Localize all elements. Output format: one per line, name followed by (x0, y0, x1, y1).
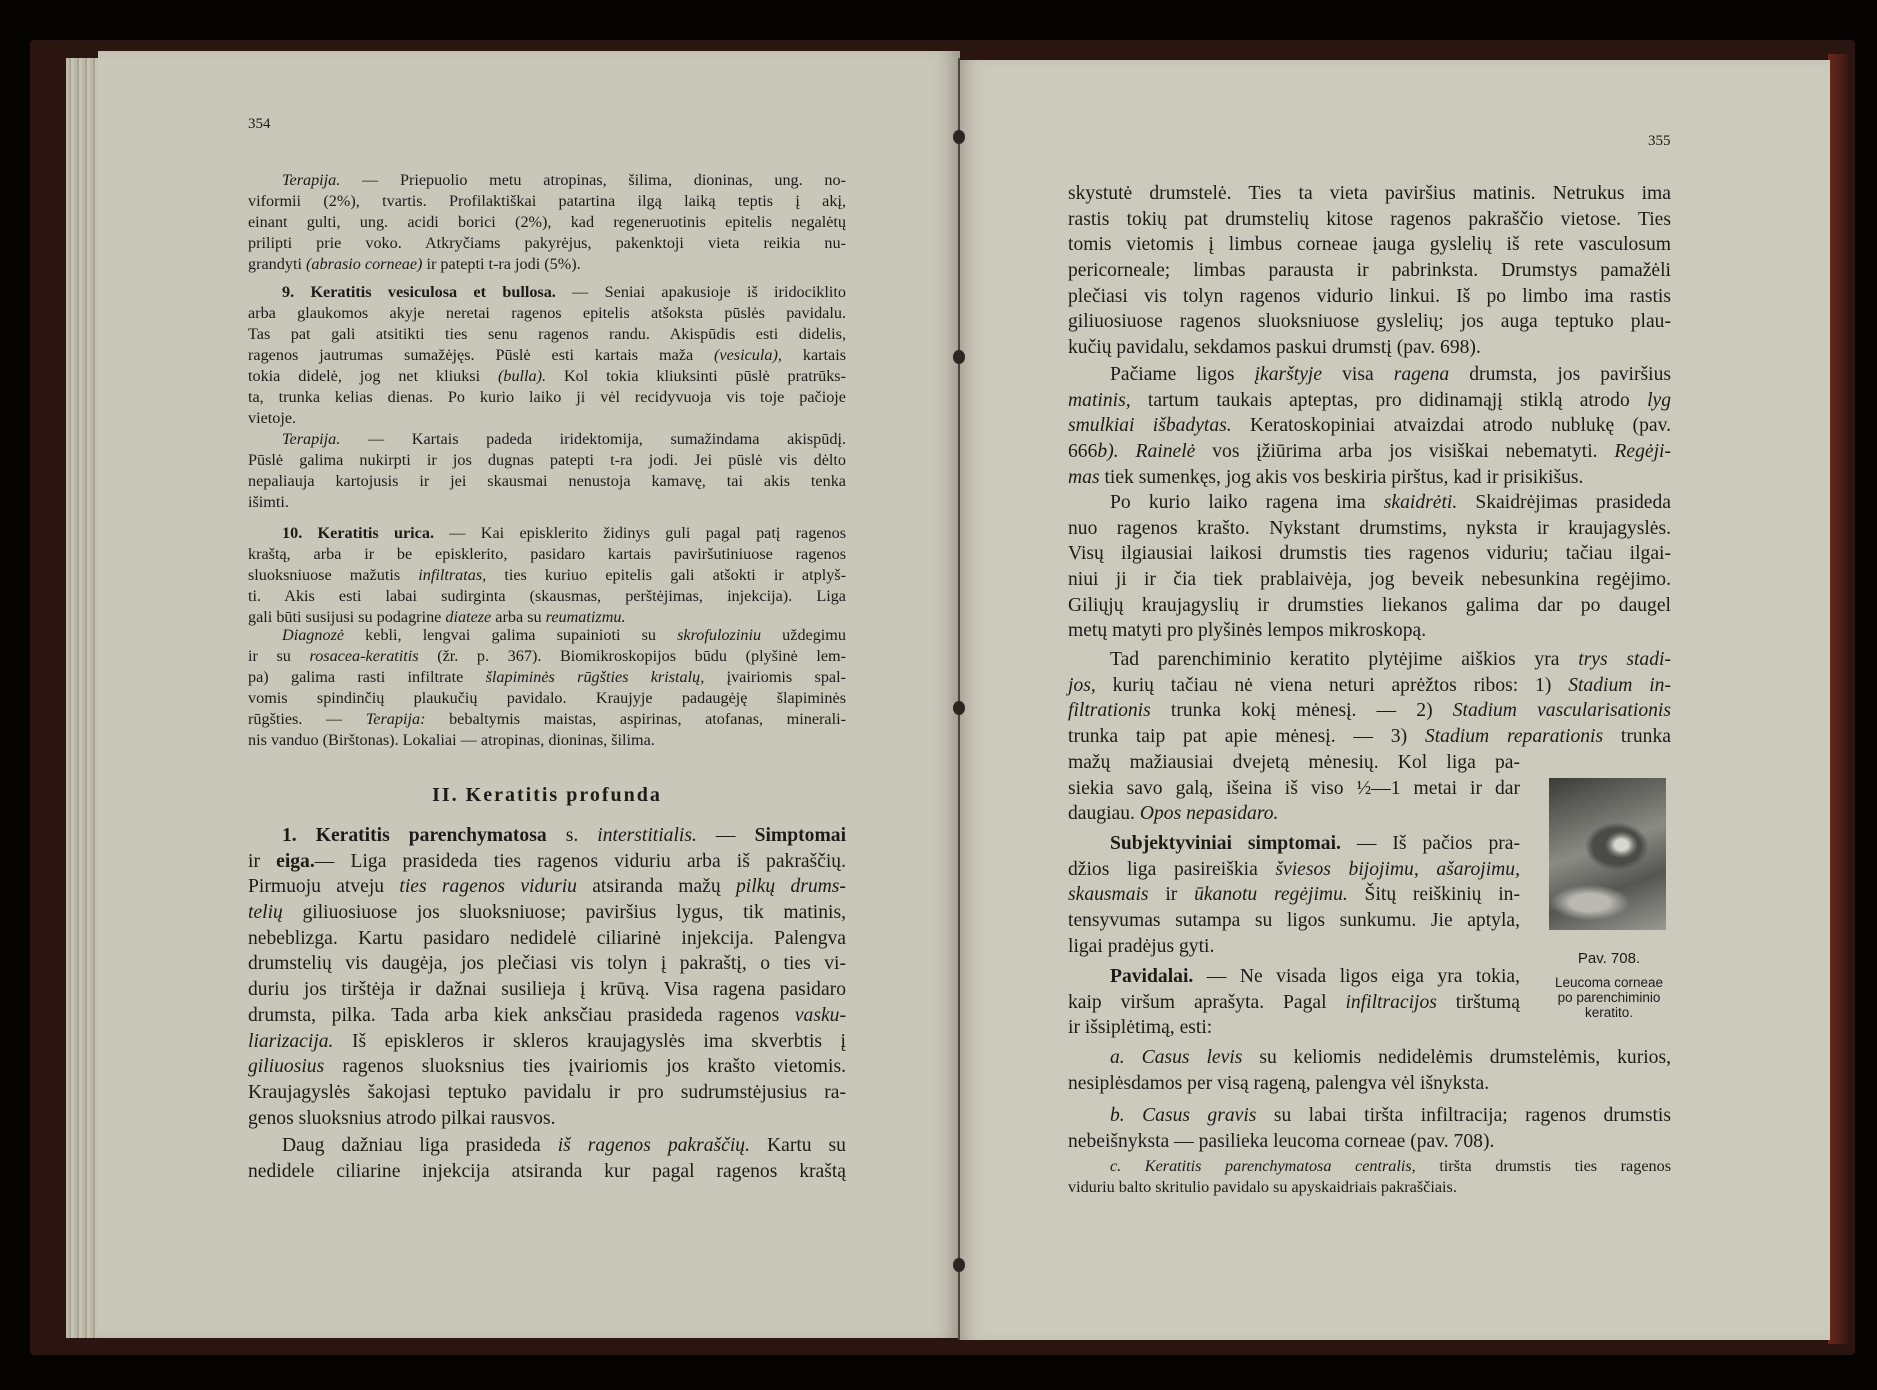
section-heading: II. Keratitis profunda (432, 784, 662, 806)
text-line (248, 900, 846, 926)
italic-text: iš ragenos pakraščių. (557, 1135, 750, 1156)
text-run: grandyti (248, 255, 306, 273)
italic-text: mas (1068, 466, 1100, 488)
page-stack-edge (66, 58, 100, 1338)
text-line (248, 345, 846, 366)
text-line (1068, 335, 1671, 361)
text-run: drumstelių vis daugėja, jos plečiasi vis tolyn į pakraštį, o ties vi- (248, 953, 846, 975)
paragraph (1068, 362, 1671, 490)
text-run: kučių pavidalu, sekdamos paskui drumstį (pav. 698). (1068, 337, 1481, 359)
text-line (248, 823, 846, 849)
binding-thread-knot (953, 1258, 965, 1272)
text-line (1068, 516, 1671, 542)
text-line (248, 303, 846, 324)
text-run: trunka (1603, 726, 1671, 748)
text-line (248, 688, 846, 709)
italic-text: Terapija. (282, 171, 341, 189)
text-line (1068, 750, 1520, 776)
text-run: einant gulti, ung. acidi borici (2%), kad regeneruotinis epitelis negalėtų (248, 213, 846, 231)
text-line (1068, 1177, 1671, 1198)
text-line (248, 667, 846, 688)
text-run: Iš episkleros ir skleros kraujagyslės ima skverbtis į (333, 1030, 846, 1052)
italic-text: b). (1097, 441, 1119, 463)
text-line (1068, 934, 1520, 960)
text-run: prilipti prie voko. Atkryčiams pakyrėjus, pakenktoji vieta reikia nu- (248, 234, 846, 252)
text-run: tensyvumas sutampa su ligos sunkumu. Jie aptyla, (1068, 910, 1520, 932)
italic-text: pilkų drums- (735, 876, 846, 898)
text-run: Kartu su (750, 1135, 846, 1156)
paragraph (1068, 647, 1671, 750)
text-line (1068, 673, 1671, 699)
italic-text: Stadium reparationis (1424, 726, 1604, 748)
text-run: kartais (781, 346, 846, 364)
text-line (1068, 724, 1671, 750)
text-run: siekia savo galą, išeina iš viso ½—1 metai ir dar (1068, 777, 1520, 799)
bold-text: eiga. (276, 850, 315, 872)
text-run: 666 (1068, 441, 1098, 463)
paragraph (248, 823, 846, 1131)
paragraph (248, 1133, 846, 1184)
text-line (248, 233, 846, 254)
italic-text: reumatizmu. (545, 608, 626, 626)
italic-text: (bulla). (497, 367, 547, 385)
text-line (1068, 882, 1520, 908)
text-line (1068, 801, 1520, 827)
text-run: mažų mažiausiai dvejetą mėnesių. Kol liga pa- (1068, 752, 1520, 773)
text-run: nuo ragenos krašto. Nykstant drumstims, nyksta ir kraujagyslės. (1068, 517, 1671, 539)
text-line (1068, 1045, 1671, 1071)
text-line (1068, 857, 1520, 883)
text-run: — Kartais padeda iridektomija, sumažindama akispūdį. (340, 430, 846, 448)
text-line (248, 951, 846, 977)
book-gutter (958, 58, 960, 1340)
text-line (1068, 964, 1520, 990)
figure-caption-line: Leucoma corneae (1554, 975, 1664, 990)
paragraph (1068, 964, 1520, 1041)
text-run: įvairiomis spal- (704, 668, 847, 686)
text-run: nedidele ciliarine injekcija atsiranda kur pagal ragenos kraštą (248, 1160, 846, 1182)
text-run: arba su (491, 608, 546, 626)
text-line (1068, 1103, 1671, 1129)
italic-text: ūkanotu regėjimu. (1194, 884, 1348, 906)
text-line (1068, 232, 1671, 258)
text-run: ta, trunka kelias dienas. Po kurio laiko ji vėl recidyvuoja vis toje pačioje (248, 388, 846, 406)
italic-text: filtrationis (1068, 700, 1151, 722)
text-run: — Iš pačios pra- (1340, 833, 1520, 854)
italic-text: a. Casus levis (1110, 1047, 1243, 1068)
text-line (248, 709, 846, 730)
italic-text: infiltracijos (1345, 991, 1437, 1013)
text-run: nebeblizga. Kartu pasidaro nedidelė ciliarinė injekcija. Palengva (248, 927, 846, 949)
text-run: vomis spindinčių plaukučių pavidalo. Kraujyje padaugėję šlapiminės (248, 689, 846, 707)
text-run: Daug dažniau liga prasideda (282, 1135, 558, 1156)
text-line (1068, 1156, 1671, 1177)
text-line (248, 450, 846, 471)
text-line (248, 254, 846, 275)
italic-text: Stadium in- (1568, 674, 1672, 696)
text-run: Visų ilgiausiai laikosi drumstis ties ragenos viduriu; tačiau ilgai- (1068, 543, 1671, 565)
text-run: giliuosiuose ragenos sluoksniuose gyslelių; jos auga teptuko plau- (1068, 311, 1671, 333)
text-line (1068, 465, 1671, 491)
text-line (248, 586, 846, 607)
text-line (248, 730, 846, 751)
binding-thread-knot (953, 350, 965, 364)
italic-text: šviesos bijojimu, ašarojimu, (1275, 858, 1520, 880)
text-line (248, 1106, 846, 1132)
text-run: ti. Akis esti labai sudirginta (skausmas, perštėjimas, injekcija). Liga (248, 587, 846, 605)
text-line (248, 544, 846, 565)
text-line (1068, 541, 1671, 567)
text-line (248, 1080, 846, 1106)
text-run: tirštumą (1436, 991, 1520, 1013)
text-run: rūgšties. — (248, 710, 366, 728)
italic-text: vasku- (794, 1004, 846, 1026)
text-run: ir išsiplėtimą, esti: (1068, 1017, 1213, 1039)
text-line (248, 191, 846, 212)
italic-text: b. Casus gravis (1110, 1105, 1257, 1126)
text-run: Kraujagyslės šakojasi teptuko pavidalu ir pro sudrumstėjusius ra- (248, 1081, 846, 1103)
text-line (248, 170, 846, 191)
text-run: ir (248, 850, 277, 872)
text-line (1068, 618, 1671, 644)
text-line (248, 625, 846, 646)
text-run: Pūslė galima nukirpti ir jos dugnas patepti t-ra jodi. Jei pūslė vis dėlto (248, 451, 846, 469)
text-run: drumsta, pilka. Tada arba kiek anksčiau prasideda ragenos (248, 1004, 795, 1026)
text-run: — Ne visada ligos eiga yra tokia, (1193, 966, 1520, 987)
italic-text: Diagnozė (282, 626, 345, 644)
text-run: daugiau. (1068, 803, 1140, 825)
text-run: viduriu balto skritulio pavidalo su apyskaidriais pakraščiais. (1068, 1178, 1457, 1196)
binding-thread-knot (953, 130, 965, 144)
italic-text: c. Keratitis parenchymatosa centralis, (1110, 1157, 1416, 1175)
italic-text: skrofuloziniu (677, 626, 762, 644)
text-line (248, 408, 846, 429)
text-run: Skaidrėjimas prasideda (1457, 492, 1671, 513)
text-run: — (696, 825, 755, 846)
figure-eye-photo (1549, 778, 1666, 930)
text-line (248, 471, 846, 492)
page-number-right: 355 (1648, 133, 1671, 149)
text-line (1068, 647, 1671, 673)
text-run: Šitų reiškinių in- (1347, 884, 1520, 906)
text-run: duriu jos tirštėja ir dažnai susilieja į krūvą. Visa ragena pasidaro (248, 979, 846, 1001)
text-run: sluoksniuose mažutis (248, 566, 419, 584)
text-run: gali būti susijusi su podagrine (248, 608, 446, 626)
text-run: — Priepuolio metu atropinas, šilima, dioninas, ung. no- (340, 171, 846, 189)
text-line (1068, 413, 1671, 439)
text-line (1068, 1071, 1671, 1097)
text-line (248, 849, 846, 875)
italic-text: rosacea-keratitis (309, 647, 419, 665)
italic-text: Regėji- (1614, 441, 1671, 463)
text-run: rastis tokių pat drumstelių kitose ragenos pakraščio vietose. Ties (1068, 208, 1671, 230)
text-line (1068, 490, 1671, 516)
paragraph (1068, 1045, 1671, 1096)
text-line (1068, 698, 1671, 724)
page-number-left: 354 (248, 116, 271, 132)
text-run: — Liga prasideda ties ragenos viduriu arba iš pakraščių. (314, 850, 846, 872)
text-line (248, 1029, 846, 1055)
text-run: Pačiame ligos (1110, 364, 1255, 385)
figure-label: Pav. 708. (1577, 950, 1641, 967)
text-run: ir su (248, 647, 310, 665)
italic-text: Terapija: (365, 710, 426, 728)
text-run: arba glaukomos akyje neretai ragenos epitelis atšoksta pūslės pavidalu. (248, 304, 846, 322)
text-line (248, 1003, 846, 1029)
text-line (248, 387, 846, 408)
italic-text: lyg (1647, 389, 1671, 411)
italic-text: jos, (1068, 674, 1096, 696)
text-run: kurių tačiau nė viena neturi aprėžtos ribos: 1) (1095, 674, 1569, 696)
figure-caption-line: po parenchiminio (1557, 990, 1661, 1005)
text-line (1068, 388, 1671, 414)
text-line (248, 212, 846, 233)
text-run: Po kurio laiko ragena ima (1110, 492, 1384, 513)
text-run: viformii (2%), tvartis. Profilaktiškai patartina ilgą laiką teptis į akį, (248, 192, 846, 210)
text-run: tomis vietomis į limbus corneae įauga gyslelių iš rete vasculosum (1068, 234, 1671, 256)
text-run: tiršta drumstis ties ragenos (1415, 1157, 1671, 1175)
bold-text: Simptomai (754, 825, 847, 846)
italic-text: ties ragenos viduriu (399, 876, 577, 898)
paragraph (248, 429, 846, 513)
paragraph (1068, 490, 1671, 644)
text-run: tartum taukais apteptas, pro didinamąjį stiklą atrodo (1130, 389, 1648, 411)
text-line (1068, 181, 1671, 207)
text-line (248, 565, 846, 586)
text-run: tiek sumenkęs, jog akis vos beskiria pirštus, kad ir prisikišus. (1099, 466, 1584, 488)
figure-caption-line: keratito. (1584, 1005, 1634, 1020)
text-run: nis vanduo (Birštonas). Lokaliai — atropinas, dioninas, šilima. (248, 731, 655, 749)
text-run: džios liga pasireiškia (1068, 858, 1276, 880)
text-run: su keliomis nedidelėmis drumstelėmis, kurios, (1242, 1047, 1672, 1068)
text-run: — Seniai apakusioje iš iridociklito (555, 283, 846, 301)
bold-text: Subjektyviniai simptomai. (1110, 833, 1341, 854)
text-line (248, 324, 846, 345)
text-line (248, 977, 846, 1003)
bold-text: 9. Keratitis vesiculosa et bullosa. (282, 283, 556, 301)
italic-text: Rainelė (1135, 441, 1196, 463)
text-run: trunka kokį mėnesį. — 2) (1150, 700, 1453, 722)
text-run: trunka taip pat apie mėnesį. — 3) (1068, 726, 1425, 748)
paragraph (248, 523, 846, 628)
text-run: vos įžiūrima arba jos visiškai nebematyti. (1195, 441, 1615, 463)
text-line (1068, 990, 1520, 1016)
text-run: nebeišnyksta — pasilieka leucoma corneae (pav. 708). (1068, 1130, 1495, 1152)
text-run: nepaliauja kartojusis ir jei skausmai nenustoja kamavę, tai akis tenka (248, 472, 846, 490)
text-run: Giliųjų kraujagyslių ir drumsties liekanos galima dar po daugel (1068, 594, 1671, 616)
text-run: ligai pradėjus gyti. (1068, 935, 1215, 957)
text-run: plečiasi vis tolyn ragenos vidurio linkui. Iš po limbo ima rastis (1068, 285, 1671, 307)
text-run: drumsta, jos paviršius (1449, 364, 1671, 385)
text-run: — Kai episklerito židinys guli pagal patį ragenos (434, 524, 846, 542)
text-line (248, 926, 846, 952)
text-line (1068, 258, 1671, 284)
text-run: (žr. p. 367). Biomikroskopijos būdu (plyšinė lem- (418, 647, 847, 665)
text-run: nesiplėsdamos per visą rageną, palengva vėl išnyksta. (1068, 1072, 1490, 1094)
text-run: uždegimu (761, 626, 846, 644)
text-run: ties kuriuo epitelis gali atšokti ir atplyš- (486, 566, 846, 584)
paragraph (248, 282, 846, 429)
text-line (1068, 1129, 1671, 1155)
text-run: bebaltymis maistas, aspirinas, atofanas, minerali- (425, 710, 846, 728)
text-line (248, 492, 846, 513)
italic-text: (abrasio corneae) (306, 255, 423, 273)
italic-text: Stadium vascularisationis (1452, 700, 1671, 722)
bold-text: 10. Keratitis urica. (282, 524, 434, 542)
text-run: genos sluoksnius atrodo pilkai rausvos. (248, 1107, 556, 1129)
text-run: tokia didelė, jog net kliuksi (248, 367, 498, 385)
text-line (1068, 593, 1671, 619)
text-line (1068, 284, 1671, 310)
text-line (1068, 362, 1671, 388)
text-line (1068, 207, 1671, 233)
italic-text: interstitialis. (597, 825, 697, 846)
text-line (248, 1133, 846, 1159)
text-line (248, 523, 846, 544)
binding-thread-knot (953, 701, 965, 715)
italic-text: šlapiminės rūgšties kristalų, (485, 668, 705, 686)
text-line (1068, 439, 1671, 465)
paragraph (1068, 1156, 1671, 1198)
italic-text: matinis, (1068, 389, 1131, 411)
text-line (248, 646, 846, 667)
italic-text: trys stadi- (1578, 649, 1671, 670)
italic-text: Opos nepasidaro. (1139, 803, 1279, 825)
text-run: ragenos jautrumas sumažėjęs. Pūslė esti kartais maža (248, 346, 715, 364)
paragraph (248, 625, 846, 751)
text-line (248, 366, 846, 387)
text-run: pa) galima rasti infiltrate (248, 668, 486, 686)
bold-text: Pavidalai. (1110, 966, 1194, 987)
text-run: Pirmuoju atveju (248, 876, 400, 898)
text-run: kraštą, arba ir be episklerito, pasidaro kartais paviršutiniuose ragenos (248, 545, 846, 563)
text-run: Tas pat gali atsitikti ties senu ragenos randu. Akispūdis esti didelis, (248, 325, 846, 343)
text-run: pericorneale; limbas parausta ir pabrinksta. Drumstys pamažėli (1068, 260, 1671, 282)
text-run (1119, 441, 1136, 462)
book-cover-edge (1828, 54, 1848, 1344)
text-line (248, 282, 846, 303)
text-run: skystutė drumstelė. Ties ta vieta paviršius matinis. Netrukus ima (1068, 183, 1671, 204)
text-line (248, 1054, 846, 1080)
text-line (1068, 908, 1520, 934)
paragraph (248, 170, 846, 275)
italic-text: smulkiai išbadytas. (1068, 415, 1232, 437)
text-run: vietoje. (248, 409, 297, 427)
text-run: visa (1322, 364, 1394, 385)
figure-caption (1524, 948, 1694, 1020)
text-line (1068, 567, 1671, 593)
bold-text: 1. Keratitis parenchymatosa (282, 825, 547, 846)
italic-text: (vesicula), (714, 346, 782, 364)
text-run: s. (546, 825, 598, 846)
text-line (1068, 1015, 1520, 1041)
text-run: atsiranda mažų (576, 876, 736, 898)
text-run: kaip viršum aprašyta. Pagal (1068, 991, 1346, 1013)
italic-text: telių (248, 902, 283, 924)
text-run: išimti. (248, 493, 289, 511)
text-run: giliuosiuose jos sluoksniuose; paviršius lygus, tik matinis, (282, 902, 846, 924)
italic-text: infiltratas, (418, 566, 487, 584)
text-run: ir patepti t-ra jodi (5%). (422, 255, 581, 273)
text-line (248, 1159, 846, 1185)
text-run: kebli, lengvai galima supainioti su (344, 626, 678, 644)
text-run: su labai tiršta infiltracija; ragenos drumstis (1256, 1105, 1671, 1126)
text-line (248, 429, 846, 450)
paragraph (1068, 831, 1520, 959)
paragraph (1068, 181, 1671, 361)
text-run: Kol tokia kliuksinti pūslė pratrūks- (546, 367, 846, 385)
italic-text: įkarštyje (1254, 364, 1323, 385)
text-line (248, 874, 846, 900)
text-line (1068, 831, 1520, 857)
italic-text: skausmais (1068, 884, 1149, 906)
italic-text: diateze (445, 608, 492, 626)
italic-text: liarizacija. (248, 1030, 334, 1052)
text-line (1068, 309, 1671, 335)
text-run: ir (1148, 884, 1195, 906)
italic-text: giliuosius (248, 1056, 325, 1078)
text-run: niui ji ir čia tiek prablaivėja, jog beveik nebesunkina regėjimo. (1068, 569, 1671, 591)
text-run: metų matyti pro plyšinės lempos mikroskopą. (1068, 620, 1427, 642)
text-run: Tad parenchiminio keratito plytėjime aiškios yra (1110, 649, 1579, 670)
paragraph (1068, 750, 1520, 827)
italic-text: Terapija. (282, 430, 341, 448)
text-run: ragenos sluoksnius ties įvairiomis jos krašto vietomis. (324, 1056, 846, 1078)
paragraph (1068, 1103, 1671, 1154)
text-run: Keratoskopiniai atvaizdai atrodo nublukę (pav. (1231, 415, 1671, 437)
italic-text: skaidrėti. (1383, 492, 1458, 513)
text-line (1068, 776, 1520, 802)
italic-text: ragena (1393, 364, 1450, 385)
